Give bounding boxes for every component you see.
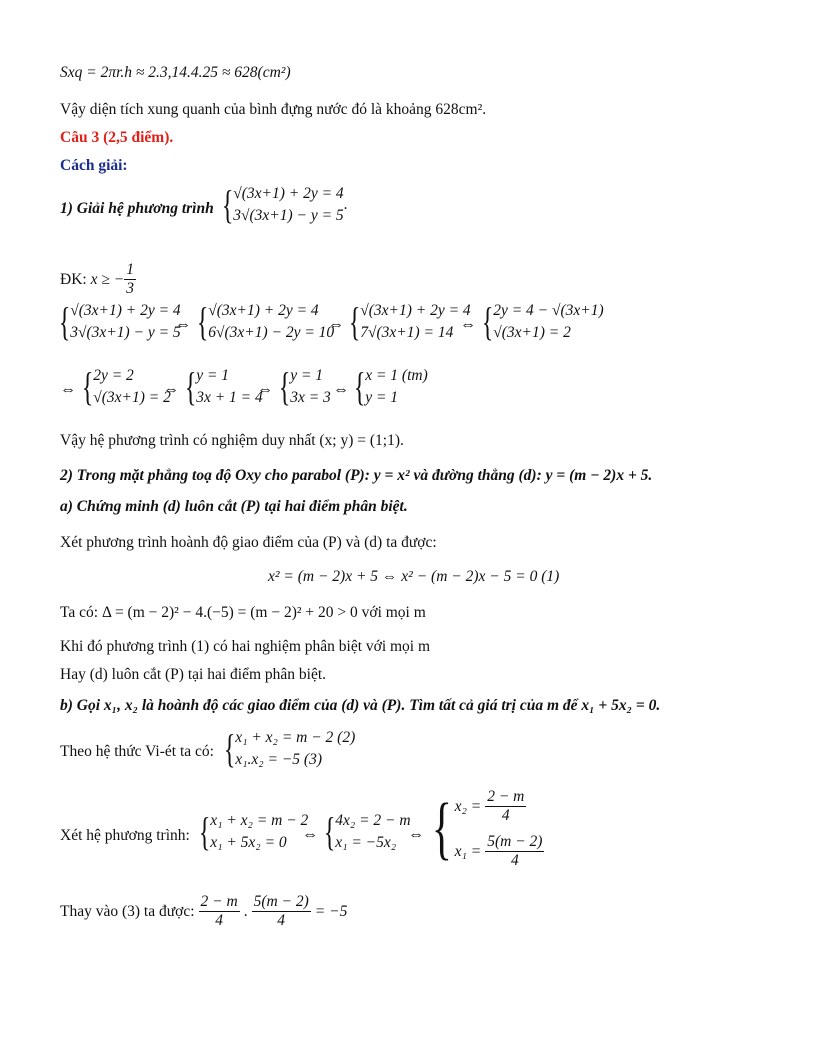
system-row: 3x = 3 <box>290 389 331 406</box>
system-row: 3√(3x+1) − y = 5 <box>233 207 344 224</box>
brace-icon: { <box>481 299 494 344</box>
brace-icon: { <box>348 299 361 344</box>
equivalence-icon: ⇔ <box>408 826 424 843</box>
system-row: √(3x+1) + 2y = 4 <box>360 302 471 319</box>
brace-icon: { <box>58 299 71 344</box>
system-row: 3√(3x+1) − y = 5 <box>70 324 181 341</box>
equivalence-icon: ⇔ <box>257 381 273 398</box>
brace-icon: { <box>223 726 236 771</box>
part-2b-title: b) Gọi x₁, x₂ là hoành độ các giao điểm của (d) và (P). Tìm tất cả giá trị của m để x₁ + 5x₂ = 0. <box>60 697 661 714</box>
row2-system-3 <box>275 365 331 409</box>
substitute-label: Thay vào (3) ta được: <box>60 902 195 920</box>
fraction-numerator: 1 <box>126 261 134 278</box>
system-row: 2y = 2 <box>93 367 134 384</box>
row1-system-3 <box>345 300 471 344</box>
unique-solution-line: Vậy hệ phương trình có nghiệm duy nhất (x; y) = (1;1). <box>60 432 404 449</box>
system-row: x = 1 (tm) <box>365 367 428 384</box>
system-row: x₁ = −5x₂ <box>335 834 397 851</box>
part-2a-title: a) Chứng minh (d) luôn cắt (P) tại hai điểm phân biệt. <box>60 498 408 515</box>
brace-icon: { <box>323 809 336 854</box>
system-row: y = 1 <box>365 389 399 406</box>
condition-fraction <box>124 261 136 298</box>
equivalence-icon: ⇔ <box>460 316 476 333</box>
condition-label: ĐK: <box>60 270 87 288</box>
always-intersects-line: Hay (d) luôn cắt (P) tại hai điểm phân biệt. <box>60 666 327 683</box>
brace-icon: { <box>198 809 211 854</box>
brace-icon: { <box>184 364 197 409</box>
fraction-denominator: 3 <box>126 280 134 297</box>
condition-line <box>60 261 136 298</box>
x1-fraction <box>485 833 544 870</box>
brace-icon: { <box>81 364 94 409</box>
system-row: √(3x+1) = 2 <box>93 389 171 406</box>
fraction-numerator: 2 − m <box>200 893 238 910</box>
system-row: 3x + 1 = 4 <box>196 389 263 406</box>
discriminant-line: Ta có: Δ = (m − 2)² − 4.(−5) = (m − 2)² + 20 > 0 với mọi m <box>60 604 426 621</box>
fraction-numerator: 5(m − 2) <box>487 833 543 850</box>
part-1-title: 1) Giải hệ phương trình <box>60 200 214 217</box>
fraction-numerator: 2 − m <box>487 788 525 805</box>
row2-system-2 <box>181 365 263 409</box>
surface-area-formula: Sxq = 2πr.h ≈ 2.3,14.4.25 ≈ 628(cm²) <box>60 64 291 81</box>
system-row: 2y = 4 − √(3x+1) <box>493 302 604 319</box>
vieta-system <box>220 727 355 771</box>
row1-system-4 <box>478 300 604 344</box>
system-row: √(3x+1) + 2y = 4 <box>208 302 319 319</box>
system-row: y = 1 <box>290 367 324 384</box>
consider-system-2 <box>320 810 411 854</box>
equation-rhs: = −5 <box>314 902 348 920</box>
system-row: 7√(3x+1) = 14 <box>360 324 454 341</box>
fraction-denominator: 4 <box>215 912 223 929</box>
brace-icon: { <box>278 364 291 409</box>
two-roots-line: Khi đó phương trình (1) có hai nghiệm phân biệt với mọi m <box>60 638 431 655</box>
system-row: x₁ + x₂ = m − 2 <box>210 812 309 829</box>
substitute-line <box>60 893 347 930</box>
equivalence-icon: ⇔ <box>163 381 179 398</box>
conclusion-surface-area: Vậy diện tích xung quanh của bình đựng nước đó là khoảng 628cm². <box>60 101 487 118</box>
equivalence-icon: ⇔ <box>333 381 349 398</box>
brace-icon: { <box>221 182 234 227</box>
system-row: √(3x+1) + 2y = 4 <box>70 302 181 319</box>
solution-heading: Cách giải: <box>60 157 128 174</box>
row2-system-4 <box>350 365 428 409</box>
brace-icon: { <box>431 790 452 867</box>
fraction-2 <box>252 893 311 930</box>
brace-icon: { <box>353 364 366 409</box>
fraction-denominator: 4 <box>510 852 519 869</box>
vieta-label: Theo hệ thức Vi-ét ta có: <box>60 743 214 760</box>
part-2-title: 2) Trong mặt phẳng toạ độ Oxy cho parabol (P): y = x² và đường thẳng (d): y = (m − 2)x + 5. <box>60 467 653 484</box>
row1-system-1 <box>55 300 181 344</box>
equivalence-icon: ⇔ <box>328 316 344 333</box>
fraction-denominator: 4 <box>277 912 286 929</box>
brace-icon: { <box>196 299 209 344</box>
x2-label: x₂ = <box>454 797 482 815</box>
question-3-heading: Câu 3 (2,5 điểm). <box>60 129 174 146</box>
system-row: y = 1 <box>196 367 230 384</box>
system-row: 6√(3x+1) − 2y = 10 <box>208 324 335 341</box>
consider-system-1 <box>195 810 308 854</box>
fraction-1 <box>199 893 240 930</box>
intersection-equation-intro: Xét phương trình hoành độ giao điểm của (P) và (d) ta được: <box>60 534 437 551</box>
system-row: √(3x+1) = 2 <box>493 324 571 341</box>
row1-system-2 <box>193 300 334 344</box>
part-1-system <box>218 183 348 227</box>
system-row: 4x₂ = 2 − m <box>335 812 411 829</box>
fraction-denominator: 4 <box>501 807 510 824</box>
equation-1: x² = (m − 2)x + 5 ⇔ x² − (m − 2)x − 5 = 0 (1) <box>268 568 560 585</box>
x2-fraction <box>485 788 526 825</box>
equivalence-icon: ⇔ <box>302 826 318 843</box>
multiply-dot: . <box>243 902 248 920</box>
consider-system-3 <box>425 788 544 870</box>
fraction-numerator: 5(m − 2) <box>253 893 309 910</box>
system-row: x₁ + x₂ = m − 2 (2) <box>235 729 356 746</box>
system-row: x₁.x₂ = −5 (3) <box>235 751 322 768</box>
system-row: x₁ + 5x₂ = 0 <box>210 834 287 851</box>
x1-label: x₁ = <box>454 842 482 860</box>
equivalence-icon: ⇔ <box>175 316 191 333</box>
equivalence-icon: ⇔ <box>60 381 76 398</box>
period: . <box>343 196 348 213</box>
system-row: √(3x+1) + 2y = 4 <box>233 185 344 202</box>
condition-expression: x ≥ − <box>90 270 125 288</box>
consider-system-label: Xét hệ phương trình: <box>60 827 190 844</box>
row2-system-1 <box>78 365 171 409</box>
